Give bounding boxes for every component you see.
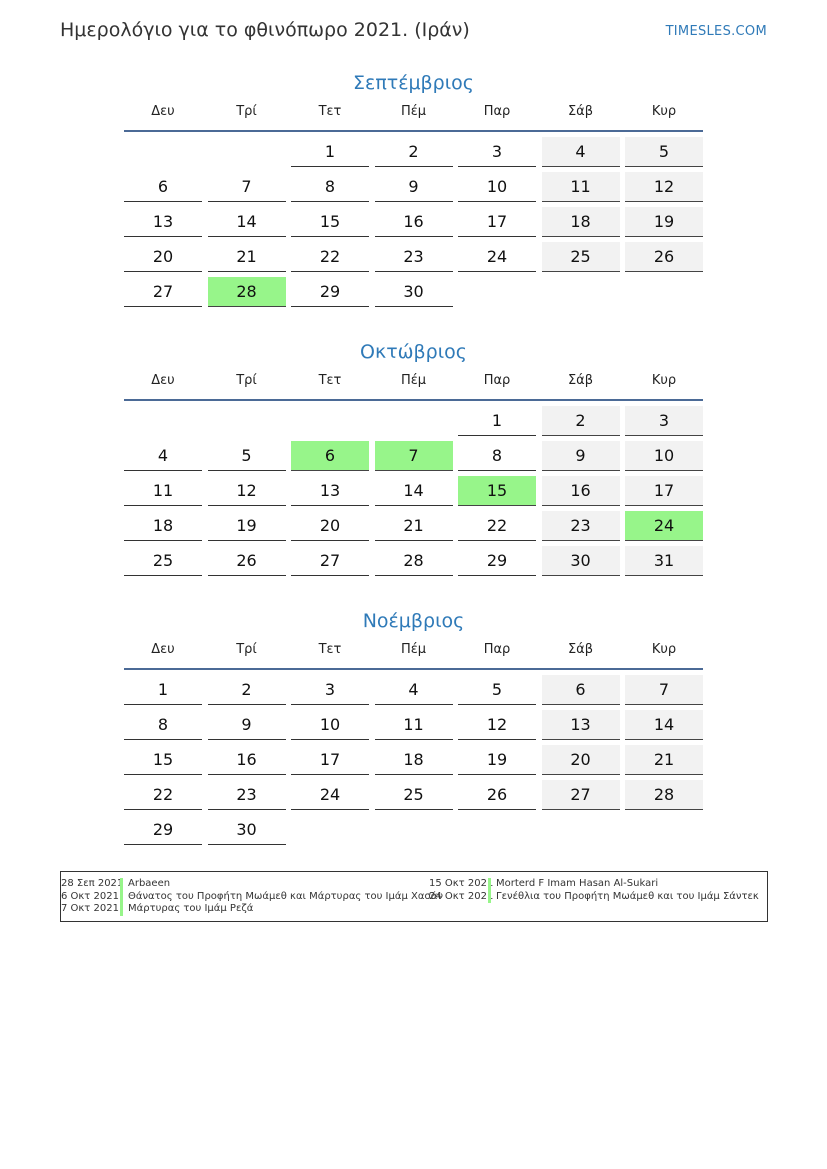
day-cell: 11 <box>542 172 620 202</box>
weekday-label: Κυρ <box>651 642 677 657</box>
day-cell: 18 <box>375 745 453 775</box>
day-cell: 8 <box>291 172 369 202</box>
week-row <box>124 546 703 576</box>
weekday-label: Δευ <box>151 642 175 657</box>
week-row <box>124 675 703 705</box>
day-cell: 27 <box>124 277 202 307</box>
day-cell: 21 <box>375 511 453 541</box>
day-cell: 3 <box>291 675 369 705</box>
legend-date: 28 Σεπ 2021 <box>61 878 124 889</box>
day-cell: 22 <box>291 242 369 272</box>
day-cell: 5 <box>208 441 286 471</box>
day-cell: 17 <box>625 476 703 506</box>
day-cell: 12 <box>458 710 536 740</box>
day-cell: 26 <box>458 780 536 810</box>
empty-day-cell <box>375 406 453 436</box>
legend-row <box>61 903 443 916</box>
day-cell: 17 <box>458 207 536 237</box>
empty-day-cell <box>458 815 536 845</box>
day-cell: 15 <box>291 207 369 237</box>
day-cell: 15 <box>458 476 536 506</box>
legend-holiday-name: Γενέθλια του Προφήτη Μωάμεθ και του Ιμάμ Σάντεκ <box>488 891 759 904</box>
day-cell: 14 <box>208 207 286 237</box>
legend-holiday-name: Morterd F Imam Hasan Al-Sukari <box>488 878 658 891</box>
legend-holiday-name: Μάρτυρας του Ιμάμ Ρεζά <box>120 903 253 916</box>
day-cell: 15 <box>124 745 202 775</box>
legend-row <box>429 878 759 891</box>
day-cell: 19 <box>458 745 536 775</box>
day-cell: 13 <box>124 207 202 237</box>
page-title: Ημερολόγιο για το φθινόπωρο 2021. (Ιράν) <box>60 19 470 41</box>
day-cell: 22 <box>124 780 202 810</box>
day-cell: 14 <box>375 476 453 506</box>
legend-holiday-name: Arbaeen <box>120 878 170 891</box>
day-cell: 21 <box>208 242 286 272</box>
month-title: Οκτώβριος <box>360 341 467 363</box>
day-cell: 7 <box>375 441 453 471</box>
month-block <box>124 69 703 307</box>
day-cell: 8 <box>124 710 202 740</box>
weekday-label: Τετ <box>318 104 342 119</box>
day-cell: 23 <box>375 242 453 272</box>
weekday-label: Δευ <box>151 373 175 388</box>
month-title: Νοέμβριος <box>362 610 465 632</box>
weekday-label: Παρ <box>483 642 511 657</box>
weekday-label: Κυρ <box>651 104 677 119</box>
day-cell: 27 <box>542 780 620 810</box>
day-cell: 13 <box>542 710 620 740</box>
day-cell: 1 <box>291 137 369 167</box>
empty-day-cell <box>208 137 286 167</box>
month-block <box>124 607 703 845</box>
empty-day-cell <box>124 137 202 167</box>
day-cell: 20 <box>542 745 620 775</box>
weekday-header <box>124 370 703 401</box>
day-cell: 10 <box>458 172 536 202</box>
day-cell: 28 <box>375 546 453 576</box>
day-cell: 30 <box>208 815 286 845</box>
weekday-label: Παρ <box>483 373 511 388</box>
day-cell: 29 <box>291 277 369 307</box>
empty-day-cell <box>542 815 620 845</box>
weekday-label: Κυρ <box>651 373 677 388</box>
day-cell: 16 <box>542 476 620 506</box>
week-row <box>124 207 703 237</box>
week-row <box>124 441 703 471</box>
day-cell: 9 <box>208 710 286 740</box>
day-cell: 6 <box>291 441 369 471</box>
day-cell: 13 <box>291 476 369 506</box>
day-cell: 22 <box>458 511 536 541</box>
day-cell: 24 <box>458 242 536 272</box>
day-cell: 27 <box>291 546 369 576</box>
day-cell: 7 <box>625 675 703 705</box>
day-cell: 2 <box>375 137 453 167</box>
weekday-label: Σάβ <box>567 642 594 657</box>
day-cell: 17 <box>291 745 369 775</box>
day-cell: 18 <box>542 207 620 237</box>
day-cell: 10 <box>625 441 703 471</box>
day-cell: 30 <box>375 277 453 307</box>
weekday-label: Πέμ <box>400 642 427 657</box>
weekday-header <box>124 639 703 670</box>
day-cell: 25 <box>124 546 202 576</box>
day-cell: 26 <box>625 242 703 272</box>
empty-day-cell <box>291 815 369 845</box>
empty-day-cell <box>124 406 202 436</box>
empty-day-cell <box>375 815 453 845</box>
day-cell: 28 <box>625 780 703 810</box>
day-cell: 29 <box>124 815 202 845</box>
legend-row <box>429 891 759 904</box>
day-cell: 24 <box>625 511 703 541</box>
day-cell: 31 <box>625 546 703 576</box>
weekday-label: Δευ <box>151 104 175 119</box>
legend-row <box>61 878 443 891</box>
day-cell: 23 <box>208 780 286 810</box>
legend-row <box>61 891 443 904</box>
day-cell: 25 <box>375 780 453 810</box>
day-cell: 14 <box>625 710 703 740</box>
weekday-label: Πέμ <box>400 373 427 388</box>
month-title: Σεπτέμβριος <box>353 72 474 94</box>
day-cell: 29 <box>458 546 536 576</box>
day-cell: 16 <box>208 745 286 775</box>
week-row <box>124 745 703 775</box>
week-row <box>124 780 703 810</box>
empty-day-cell <box>458 277 536 307</box>
day-cell: 10 <box>291 710 369 740</box>
week-row <box>124 511 703 541</box>
weekday-label: Τετ <box>318 642 342 657</box>
week-row <box>124 476 703 506</box>
day-cell: 21 <box>625 745 703 775</box>
day-cell: 9 <box>542 441 620 471</box>
legend-date: 7 Οκτ 2021 <box>61 903 119 914</box>
legend-column-right <box>429 878 759 903</box>
day-cell: 20 <box>124 242 202 272</box>
week-row <box>124 277 703 307</box>
weekday-label: Σάβ <box>567 104 594 119</box>
week-row <box>124 710 703 740</box>
day-cell: 4 <box>542 137 620 167</box>
day-cell: 23 <box>542 511 620 541</box>
day-cell: 24 <box>291 780 369 810</box>
day-cell: 20 <box>291 511 369 541</box>
week-row <box>124 242 703 272</box>
weekday-label: Τετ <box>318 373 342 388</box>
week-row <box>124 137 703 167</box>
day-cell: 28 <box>208 277 286 307</box>
empty-day-cell <box>625 815 703 845</box>
day-cell: 25 <box>542 242 620 272</box>
legend-holiday-name: Θάνατος του Προφήτη Μωάμεθ και Μάρτυρας του Ιμάμ Χασάν <box>120 891 443 904</box>
day-cell: 8 <box>458 441 536 471</box>
day-cell: 3 <box>458 137 536 167</box>
day-cell: 9 <box>375 172 453 202</box>
day-cell: 11 <box>124 476 202 506</box>
empty-day-cell <box>542 277 620 307</box>
empty-day-cell <box>291 406 369 436</box>
weekday-header <box>124 101 703 132</box>
day-cell: 4 <box>375 675 453 705</box>
legend-date: 6 Οκτ 2021 <box>61 890 119 902</box>
day-cell: 7 <box>208 172 286 202</box>
day-cell: 2 <box>208 675 286 705</box>
weekday-label: Τρί <box>236 104 257 119</box>
day-cell: 12 <box>625 172 703 202</box>
legend-column-left <box>61 878 443 916</box>
weekday-label: Τρί <box>236 373 257 388</box>
day-cell: 12 <box>208 476 286 506</box>
day-cell: 30 <box>542 546 620 576</box>
weekday-label: Πέμ <box>400 104 427 119</box>
weekday-label: Τρί <box>236 642 257 657</box>
day-cell: 6 <box>124 172 202 202</box>
empty-day-cell <box>625 277 703 307</box>
weekday-label: Σάβ <box>567 373 594 388</box>
week-row <box>124 815 703 845</box>
day-cell: 4 <box>124 441 202 471</box>
holiday-legend <box>60 871 768 922</box>
week-row <box>124 406 703 436</box>
day-cell: 5 <box>625 137 703 167</box>
day-cell: 6 <box>542 675 620 705</box>
site-link[interactable]: TIMESLES.COM <box>665 24 767 39</box>
day-cell: 1 <box>458 406 536 436</box>
weekday-label: Παρ <box>483 104 511 119</box>
legend-date: 15 Οκτ 2021 <box>429 878 494 889</box>
day-cell: 5 <box>458 675 536 705</box>
day-cell: 1 <box>124 675 202 705</box>
day-cell: 18 <box>124 511 202 541</box>
empty-day-cell <box>208 406 286 436</box>
day-cell: 16 <box>375 207 453 237</box>
day-cell: 26 <box>208 546 286 576</box>
day-cell: 19 <box>625 207 703 237</box>
day-cell: 2 <box>542 406 620 436</box>
day-cell: 3 <box>625 406 703 436</box>
day-cell: 19 <box>208 511 286 541</box>
day-cell: 11 <box>375 710 453 740</box>
month-block <box>124 338 703 576</box>
week-row <box>124 172 703 202</box>
legend-date: 24 Οκτ 2021 <box>429 890 494 902</box>
